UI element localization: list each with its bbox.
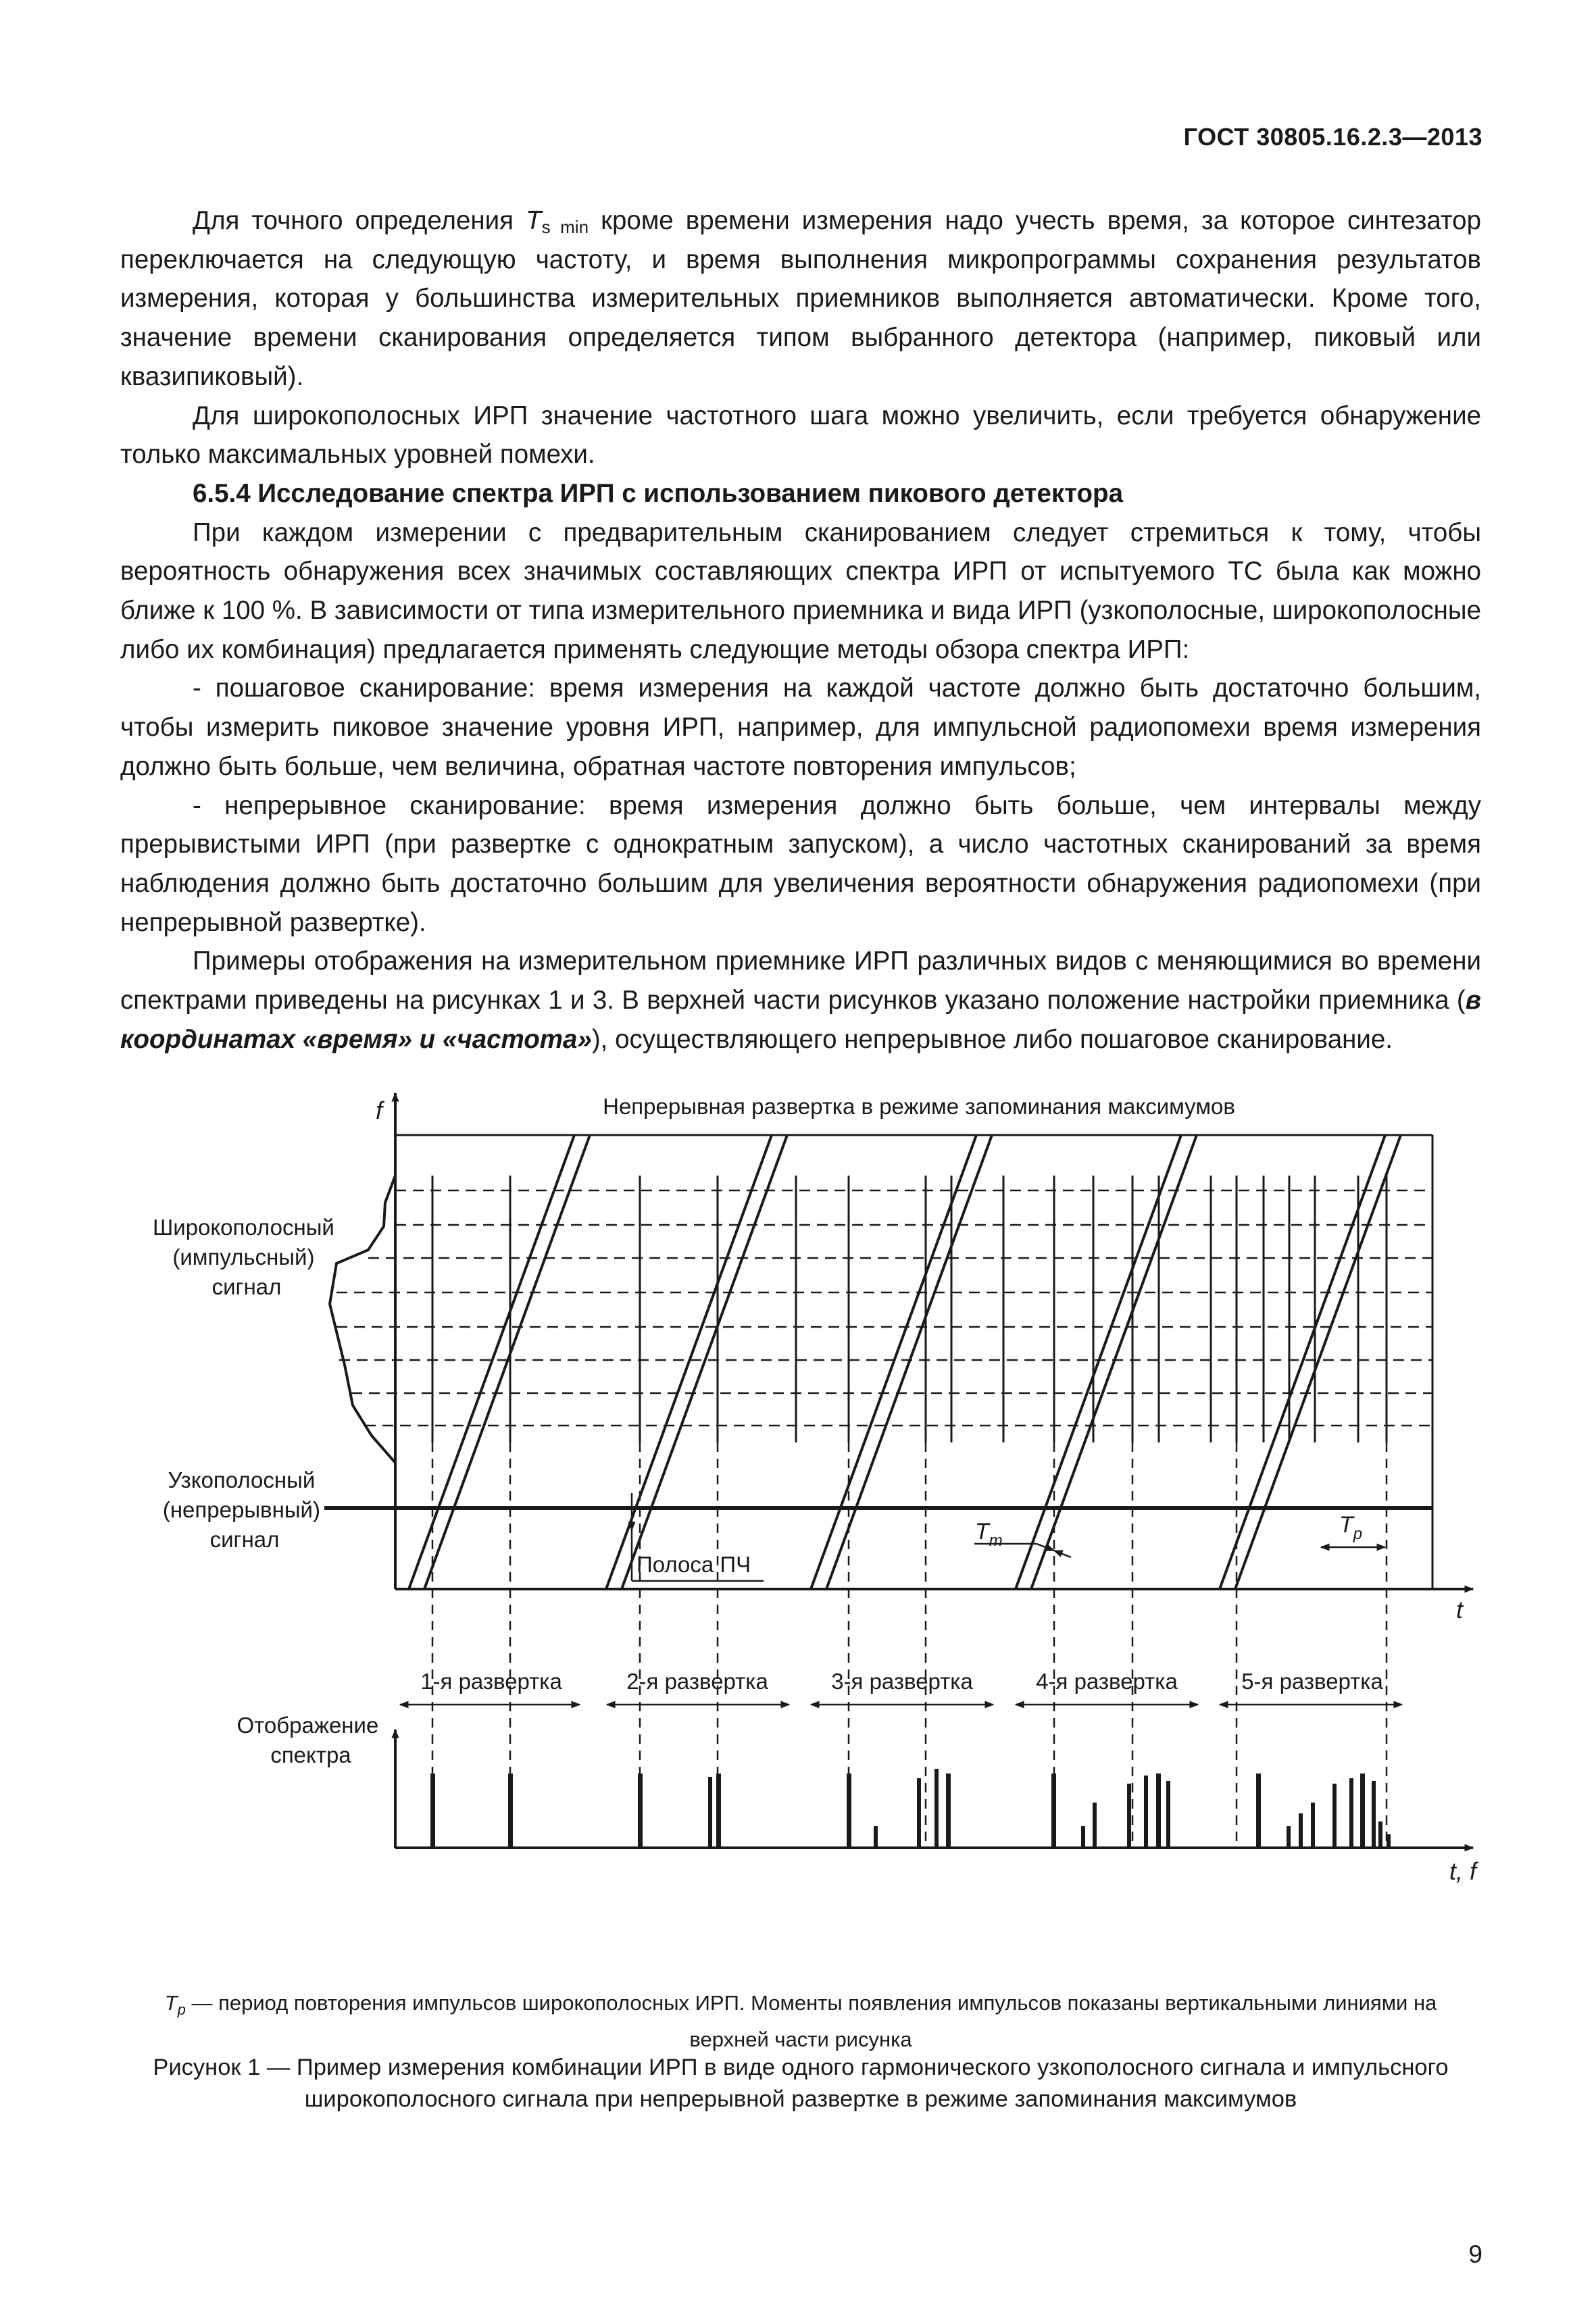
spectrum-bar	[708, 1777, 712, 1848]
sweep-label-1: 1-я развертка	[420, 1669, 562, 1694]
spectrum-bar	[1311, 1803, 1315, 1848]
t-axis-label: t	[1456, 1596, 1464, 1624]
paragraph-4: - пошаговое сканирование: время измерения на каждой частоте должно быть достаточно большим, чтобы измерить пиковое значение уровня ИРП, например, для импульсной радиопомехи время измерения должно быть больше, чем величина, обратная частоте повторения импульсов;	[120, 674, 1481, 781]
spectrum-bar	[1299, 1813, 1303, 1848]
spectrum-bar	[917, 1778, 921, 1848]
spectrum-bar	[1256, 1774, 1261, 1848]
spectrum-bar	[946, 1774, 951, 1848]
spectrum-bar	[1166, 1781, 1170, 1848]
tm-label: $T_m$	[975, 1519, 1003, 1550]
if-band-label: Полоса ПЧ	[637, 1552, 751, 1577]
spectrum-bar	[874, 1826, 878, 1848]
spectrum-bar	[430, 1774, 435, 1848]
sweep-label-3: 3-я развертка	[831, 1669, 973, 1694]
spectrum-bar	[1387, 1834, 1391, 1848]
paragraph-6: Примеры отображения на измерительном приемнике ИРП различных видов с меняющимися во времени спектрами приведены на рисунках 1 и 3. В верхней части рисунков указано положение настройки приемника (в координатах «время» и «частота»), осуществляющего непрерывное либо пошаговое сканирование.	[120, 947, 1481, 1054]
sweep-trace-3b	[826, 1135, 992, 1589]
tp-label: $T_p$	[1339, 1512, 1363, 1543]
sweep-label-2: 2-я развертка	[626, 1669, 768, 1694]
sweep-label-5: 5-я развертка	[1241, 1669, 1383, 1694]
spectrum-bar	[934, 1769, 939, 1848]
spectrum-bar	[638, 1774, 643, 1848]
sweep-trace-4b	[1031, 1135, 1197, 1589]
display-label: Отображение спектра	[236, 1713, 379, 1767]
sweep-trace-2b	[622, 1135, 787, 1589]
sweep-trace-4a	[1016, 1135, 1181, 1589]
spectrum-bar	[1156, 1774, 1161, 1848]
spectrum-bar	[1051, 1774, 1056, 1848]
paragraph-3: При каждом измерении с предварительным сканированием следует стремиться к тому, чтобы вероятность обнаружения всех значимых составляющих спектра ИРП от испытуемого ТС была как можно ближе к 100 %. В зависимости от типа измерительного приемника и вида ИРП (узкополосные, широкополосные либо их комбинация) предлагается применять следующие методы обзора спектра ИРП:	[120, 518, 1481, 664]
spectrum-bar	[1093, 1803, 1097, 1848]
spectrum-bars	[430, 1769, 1391, 1848]
section-heading: 6.5.4 Исследование спектра ИРП с использованием пикового детектора	[193, 478, 1123, 508]
spectrum-bar	[1378, 1821, 1382, 1848]
wideband-label: Широкополосный (импульсный) сигнал	[152, 1215, 334, 1299]
spectrum-bar	[1127, 1784, 1131, 1848]
sweep-ranges	[400, 1669, 1402, 1705]
sweep-trace-5a	[1220, 1135, 1385, 1589]
spectrum-bar	[1332, 1784, 1337, 1848]
f-axis-label: f	[376, 1097, 383, 1124]
sweep-traces	[409, 1135, 1401, 1589]
sweep-label-4: 4-я развертка	[1036, 1669, 1178, 1694]
spectrum-bar	[847, 1774, 851, 1848]
spectrum-bar	[1287, 1826, 1291, 1848]
figure-caption: Рисунок 1 — Пример измерения комбинации ИРП в виде одного гармонического узкополосного сигнала и импульсного широкополосного сигнала при непрерывной развертке в режиме запоминания максимумов	[153, 2055, 1449, 2112]
figure-note: $T_p$ — период повторения импульсов широкополосных ИРП. Моменты появления импульсов показаны вертикальными линиями на верхней части рисунка	[164, 1991, 1437, 2052]
paragraph-1: Для точного определения $T_{s min}$ кроме времени измерения надо учесть время, за которое синтезатор переключается на следующую частоту, и время выполнения микропрограммы сохранения результатов измерения, которая у большинства измерительных приемников выполняется автоматически. Кроме того, значение времени сканирования определяется типом выбранного детектора (например, пиковый или квазипиковый).	[120, 206, 1481, 391]
impulse-lines	[432, 1176, 1387, 1442]
paragraph-5: - непрерывное сканирование: время измерения должно быть больше, чем интервалы между прерывистыми ИРП (при развертке с однократным запуском), а число частотных сканирований за время наблюдения должно быть достаточно большим для увеличения вероятности обнаружения радиопомехи (при непрерывной развертке).	[120, 790, 1481, 937]
document-number: ГОСТ 30805.16.2.3—2013	[1183, 123, 1482, 151]
paragraph-2: Для широкополосных ИРП значение частотного шага можно увеличить, если требуется обнаружение только максимальных уровней помехи.	[120, 401, 1481, 470]
spectrum-bar	[1372, 1781, 1376, 1848]
spectrum-display-plot	[237, 1713, 1479, 1885]
sweep-trace-1b	[424, 1135, 590, 1589]
narrowband-label: Узкополосный (непрерывный) сигнал	[162, 1467, 320, 1552]
tf-axis-label: t, f	[1449, 1857, 1477, 1885]
spectrum-bar	[1349, 1778, 1353, 1848]
spectrum-bar	[1144, 1776, 1148, 1848]
tm-arrow-left	[1054, 1551, 1071, 1557]
spectrum-bar	[716, 1774, 721, 1848]
page-number: 9	[1468, 2240, 1482, 2268]
spectrum-bar	[1360, 1774, 1365, 1848]
projection-lines	[432, 1442, 1387, 1848]
spectrum-bar	[508, 1774, 513, 1848]
spectrum-bar	[1081, 1826, 1085, 1848]
sweep-trace-1a	[409, 1135, 574, 1589]
figure-title: Непрерывная развертка в режиме запоминания максимумов	[603, 1094, 1235, 1119]
sweep-trace-5b	[1235, 1135, 1401, 1589]
